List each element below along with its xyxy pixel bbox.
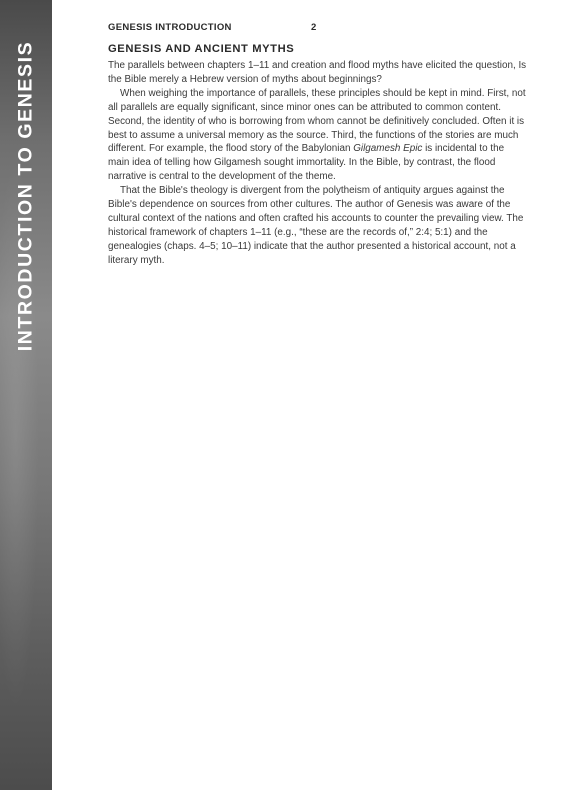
running-head: GENESIS INTRODUCTION [108, 22, 232, 33]
sidebar-band [0, 0, 52, 790]
sidebar-title: INTRODUCTION TO GENESIS [14, 40, 37, 352]
paragraph-2 [108, 87, 528, 184]
paragraph-2-italic-title: Gilgamesh Epic [353, 143, 423, 155]
paragraph-3: That the Bible's theology is divergent from the polytheism of antiquity argues against the Bible's dependence on sources from other cultures. The author of Genesis was aware of the cultural context of the nations and often crafted his accounts to counter the prevailing view. The historical framework of chapters 1–11 (e.g., “these are the records of,” 2:4; 5:1) and the genealogies (chaps. 4–5; 10–11) indicate that the author presented a historical account, not a literary myth. [108, 185, 524, 266]
body-text [108, 59, 528, 268]
paragraph-2-text-b: is incidental to the main idea of telling how Gilgamesh sought immortality. In the Bible, by contrast, the flood narrative is central to the development of the theme. [108, 143, 505, 183]
paragraph-1: The parallels between chapters 1–11 and creation and flood myths have elicited the question, Is the Bible merely a Hebrew version of myths about beginnings? [108, 60, 527, 85]
page-number: 2 [311, 22, 317, 33]
section-heading: GENESIS AND ANCIENT MYTHS [108, 43, 295, 55]
paragraph-2-text-a: When weighing the importance of parallels, these principles should be kept in mind. First, not all parallels are equally significant, since minor ones can be attributed to common content. Second, the identity of who is borrowing from whom cannot be definitively concluded. Often it is best to assume a universal memory as the source. Third, the functions of the stories are much different. For example, the flood story of the Babylonian [108, 87, 526, 155]
